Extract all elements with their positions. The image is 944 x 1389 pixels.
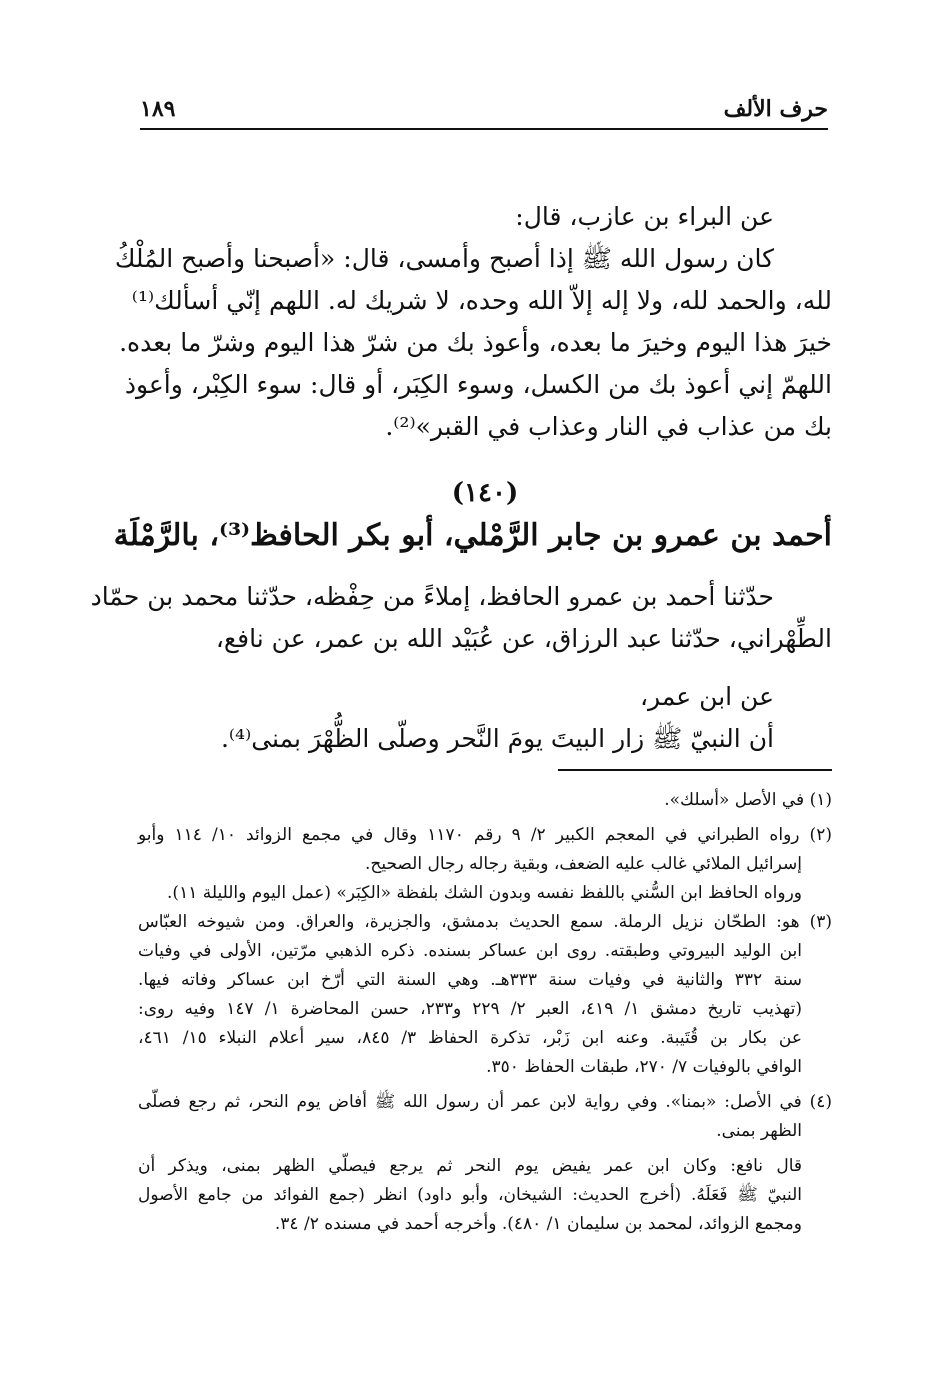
chapter-title: حرف الألف [723,96,828,122]
entry-heading: أحمد بن عمرو بن جابر الرَّمْلي، أبو بكر الحافظ⁽³⁾، بالرَّمْلَة [113,518,832,553]
page-number: ١٨٩ [140,96,176,122]
footnotes [138,786,832,1239]
footnote-line: الظهر بمنى. [716,1121,802,1141]
text-line: اللهمّ إني أعوذ بك من الكسل، وسوء الكِبَر، أو قال: سوء الكِبْر، وأعوذ [124,370,832,399]
footnote-2 [138,821,832,908]
text-line: لله، والحمد لله، ولا إله إلاّ الله وحده، لا شريك له. اللهم إنّي أسألك⁽¹⁾ [131,286,832,315]
footnote-line: ومجمع الزوائد، لمحمد بن سليمان ١/ ٤٨٠). وأخرجه أحمد في مسنده ٢/ ٣٤. [274,1214,802,1234]
footnote-line: إسرائيل الملائي غالب عليه الضعف، وبقية رجاله رجال الصحيح. [364,854,802,874]
footnote-line: (تهذيب تاريخ دمشق ١/ ٤١٩، العبر ٢/ ٢٢٩ و٢٣٣، حسن المحاضرة ١/ ١٤٧ وفيه روى: [138,999,802,1019]
text-line: كان رسول الله ﷺ إذا أصبح وأمسى، قال: «أصبحنا وأصبح المُلْكُ [114,244,774,273]
running-header [140,88,828,130]
matn-line: أن النبيّ ﷺ زار البيتَ يومَ النَّحر وصلّى الظُّهْرَ بمنى⁽⁴⁾. [220,724,774,753]
spacer [138,660,832,676]
isnad-line: الطِّهْراني، حدّثنا عبد الرزاق، عن عُبَيْد الله بن عمر، عن نافع، [215,624,832,653]
footnote-separator [558,769,832,771]
footnote-4 [138,1088,832,1239]
footnote-line: (٣) هو: الطحّان نزيل الرملة. سمع الحديث بدمشق، والجزيرة، والعراق. ومن شيوخه العبّاس [138,912,832,932]
footnote-line: ورواه الحافظ ابن السُّني باللفظ نفسه وبدون الشك بلفظة «الكِبَر» (عمل اليوم والليلة ١١). [167,883,802,903]
text-line: خيرَ هذا اليوم وخيرَ ما بعده، وأعوذ بك من شرّ هذا اليوم وشرّ ما بعده. [119,328,832,357]
matn-line: عن ابن عمر، [639,682,774,711]
hadith-139-text [114,196,832,448]
footnote-3 [138,908,832,1082]
entry-number: (١٤٠) [451,478,519,508]
text-line: عن البراء بن عازب، قال: [515,202,774,231]
footnote-line: (٢) رواه الطبراني في المعجم الكبير ٢/ ٩ رقم ١١٧٠ وقال في مجمع الزوائد ١٠/ ١١٤ وأبو [138,825,832,845]
text-line: بك من عذاب في النار وعذاب في القبر»⁽²⁾. [385,412,832,441]
footnote-line: (٤) في الأصل: «بمنا». وفي رواية لابن عمر أن رسول الله ﷺ أفاض يوم النحر، ثم رجع فصلّى [138,1092,832,1112]
entry-140-text [90,576,832,760]
footnote-line: قال نافع: وكان ابن عمر يفيض يوم النحر ثم يرجع فيصلّي الظهر بمنى، ويذكر أن [138,1156,802,1176]
footnote-1 [138,786,832,815]
footnote-line: (١) في الأصل «أسلك». [664,790,832,810]
footnote-line: ابن الوليد البيروتي وطبقته. روى ابن عساكر بسنده. ذكره الذهبي مرّتين، الأولى في وفيات [138,941,802,961]
isnad-line: حدّثنا أحمد بن عمرو الحافظ، إملاءً من حِفْظه، حدّثنا محمد بن حمّاد [90,582,774,611]
footnote-line: سنة ٣٣٢ والثانية في وفيات سنة ٣٣٣هـ. وهي السنة التي أرّخ ابن عساكر وفاته فيها. [138,970,802,990]
footnote-line: الوافي بالوفيات ٧/ ٢٧٠، طبقات الحفاظ ٣٥٠. [486,1057,802,1077]
footnote-line: النبيّ ﷺ فَعَلَهُ. (أخرج الحديث: الشيخان، وأبو داود) انظر (جمع الفوائد من جامع الأصول [138,1185,802,1205]
footnote-line: عن بكار بن قُتَيبة. وعنه ابن زَبْر، تذكرة الحفاظ ٣/ ٨٤٥، سير أعلام النبلاء ١٥/ ٤٦١، [138,1028,802,1048]
